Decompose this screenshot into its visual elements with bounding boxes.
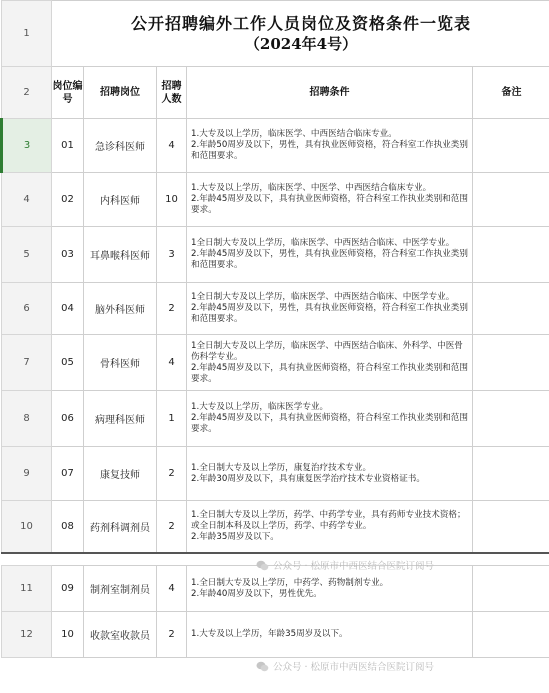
job-conditions-cell[interactable]: 1.全日制大专及以上学历，中药学、药物制剂专业。 2.年龄40周岁及以下，男性优先。 <box>187 566 473 612</box>
job-count-cell[interactable]: 10 <box>157 173 187 227</box>
row-number[interactable]: 9 <box>2 447 52 501</box>
job-remark-cell[interactable] <box>473 391 549 447</box>
row-number[interactable]: 10 <box>2 501 52 553</box>
table-row <box>2 173 549 227</box>
row-number[interactable]: 6 <box>2 283 52 335</box>
job-code-cell[interactable]: 08 <box>52 501 84 553</box>
job-position-cell[interactable]: 病理科医师 <box>84 391 157 447</box>
job-position-cell[interactable]: 急诊科医师 <box>84 119 157 173</box>
row-number[interactable]: 12 <box>2 612 52 658</box>
row-number[interactable]: 11 <box>2 566 52 612</box>
job-count-cell[interactable]: 1 <box>157 391 187 447</box>
table-row <box>2 335 549 391</box>
job-count-cell[interactable]: 4 <box>157 119 187 173</box>
watermark-text: 公众号 · 松原市中西医结合医院订阅号 <box>273 561 435 572</box>
table-row <box>2 119 549 173</box>
table-row <box>2 612 549 658</box>
job-conditions-cell[interactable]: 1全日制大专及以上学历，临床医学、中西医结合临床、中医学专业。 2.年龄45周岁及以下，男性，具有执业医师资格，符合科室工作执业类别和范围要求。 <box>187 283 473 335</box>
job-code-cell[interactable]: 10 <box>52 612 84 658</box>
job-remark-cell[interactable] <box>473 227 549 283</box>
page-subtitle: （2024年4号） <box>244 34 358 53</box>
job-count-cell[interactable]: 4 <box>157 335 187 391</box>
job-code-cell[interactable]: 05 <box>52 335 84 391</box>
row-number[interactable]: 4 <box>2 173 52 227</box>
job-position-cell[interactable]: 脑外科医师 <box>84 283 157 335</box>
row-number[interactable]: 7 <box>2 335 52 391</box>
job-count-cell[interactable]: 2 <box>157 612 187 658</box>
header-row <box>2 67 549 119</box>
job-count-cell[interactable]: 2 <box>157 283 187 335</box>
job-count-cell[interactable]: 2 <box>157 501 187 553</box>
row-number[interactable]: 3 <box>2 119 52 173</box>
job-code-cell[interactable]: 09 <box>52 566 84 612</box>
job-position-cell[interactable]: 收款室收款员 <box>84 612 157 658</box>
watermark-text: 公众号 · 松原市中西医结合医院订阅号 <box>273 662 435 673</box>
job-conditions-cell[interactable]: 1.大专及以上学历，年龄35周岁及以下。 <box>187 612 473 658</box>
job-position-cell[interactable]: 制剂室制剂员 <box>84 566 157 612</box>
job-remark-cell[interactable] <box>473 612 549 658</box>
table-row <box>2 447 549 501</box>
table-row <box>2 283 549 335</box>
header-remark[interactable]: 备注 <box>473 67 549 119</box>
watermark <box>256 558 434 572</box>
watermark <box>256 659 434 673</box>
job-position-cell[interactable]: 康复技师 <box>84 447 157 501</box>
job-count-cell[interactable]: 2 <box>157 447 187 501</box>
job-position-cell[interactable]: 药剂科调剂员 <box>84 501 157 553</box>
header-code-label: 岗位编号 <box>52 80 83 105</box>
header-code[interactable] <box>52 67 84 119</box>
job-remark-cell[interactable] <box>473 566 549 612</box>
table-row <box>2 501 549 553</box>
row-number[interactable]: 5 <box>2 227 52 283</box>
job-conditions-cell[interactable]: 1.全日制大专及以上学历，康复治疗技术专业。 2.年龄30周岁及以下，具有康复医学治疗技术专业资格证书。 <box>187 447 473 501</box>
job-conditions-cell[interactable]: 1.全日制大专及以上学历，药学、中药学专业，具有药师专业技术资格；或全日制本科及以上学历，药学、中药学专业。 2.年龄35周岁及以下。 <box>187 501 473 553</box>
header-count-label: 招聘人数 <box>161 80 182 105</box>
job-position-cell[interactable]: 骨科医师 <box>84 335 157 391</box>
job-remark-cell[interactable] <box>473 335 549 391</box>
table-row <box>2 227 549 283</box>
header-position[interactable]: 招聘岗位 <box>84 67 157 119</box>
page-title: 公开招聘编外工作人员岗位及资格条件一览表 <box>130 13 471 33</box>
job-conditions-cell[interactable]: 1.大专及以上学历，临床医学、中西医结合临床专业。 2.年龄50周岁及以下，男性，具有执业医师资格，符合科室工作执业类别和范围要求。 <box>187 119 473 173</box>
job-conditions-cell[interactable]: 1.大专及以上学历，临床医学、中医学、中西医结合临床专业。 2.年龄45周岁及以下，具有执业医师资格，符合科室工作执业类别和范围要求。 <box>187 173 473 227</box>
job-code-cell[interactable]: 01 <box>52 119 84 173</box>
table-row <box>2 566 549 612</box>
job-position-cell[interactable]: 内科医师 <box>84 173 157 227</box>
wechat-icon <box>256 660 269 673</box>
job-code-cell[interactable]: 04 <box>52 283 84 335</box>
job-position-cell[interactable]: 耳鼻喉科医师 <box>84 227 157 283</box>
wechat-icon <box>256 559 269 572</box>
header-conditions[interactable]: 招聘条件 <box>187 67 473 119</box>
job-count-cell[interactable]: 4 <box>157 566 187 612</box>
job-code-cell[interactable]: 07 <box>52 447 84 501</box>
job-count-cell[interactable]: 3 <box>157 227 187 283</box>
title-cell[interactable] <box>52 1 549 67</box>
header-count[interactable] <box>157 67 187 119</box>
row-number[interactable]: 8 <box>2 391 52 447</box>
job-code-cell[interactable]: 06 <box>52 391 84 447</box>
job-conditions-cell[interactable]: 1全日制大专及以上学历，临床医学、中西医结合临床、外科学、中医骨伤科学专业。 2.年龄45周岁及以下，具有执业医师资格，符合科室工作执业类别和范围要求。 <box>187 335 473 391</box>
table-row <box>2 391 549 447</box>
job-remark-cell[interactable] <box>473 173 549 227</box>
job-code-cell[interactable]: 03 <box>52 227 84 283</box>
job-conditions-cell[interactable]: 1全日制大专及以上学历，临床医学、中西医结合临床、中医学专业。 2.年龄45周岁及以下，男性，具有执业医师资格，符合科室工作执业类别和范围要求。 <box>187 227 473 283</box>
title-row <box>2 1 549 67</box>
job-remark-cell[interactable] <box>473 501 549 553</box>
job-code-cell[interactable]: 02 <box>52 173 84 227</box>
row-number[interactable]: 2 <box>2 67 52 119</box>
job-conditions-cell[interactable]: 1.大专及以上学历，临床医学专业。 2.年龄45周岁及以下，具有执业医师资格，符合科室工作执业类别和范围要求。 <box>187 391 473 447</box>
job-remark-cell[interactable] <box>473 119 549 173</box>
job-remark-cell[interactable] <box>473 447 549 501</box>
row-number[interactable]: 1 <box>2 1 52 67</box>
job-remark-cell[interactable] <box>473 283 549 335</box>
